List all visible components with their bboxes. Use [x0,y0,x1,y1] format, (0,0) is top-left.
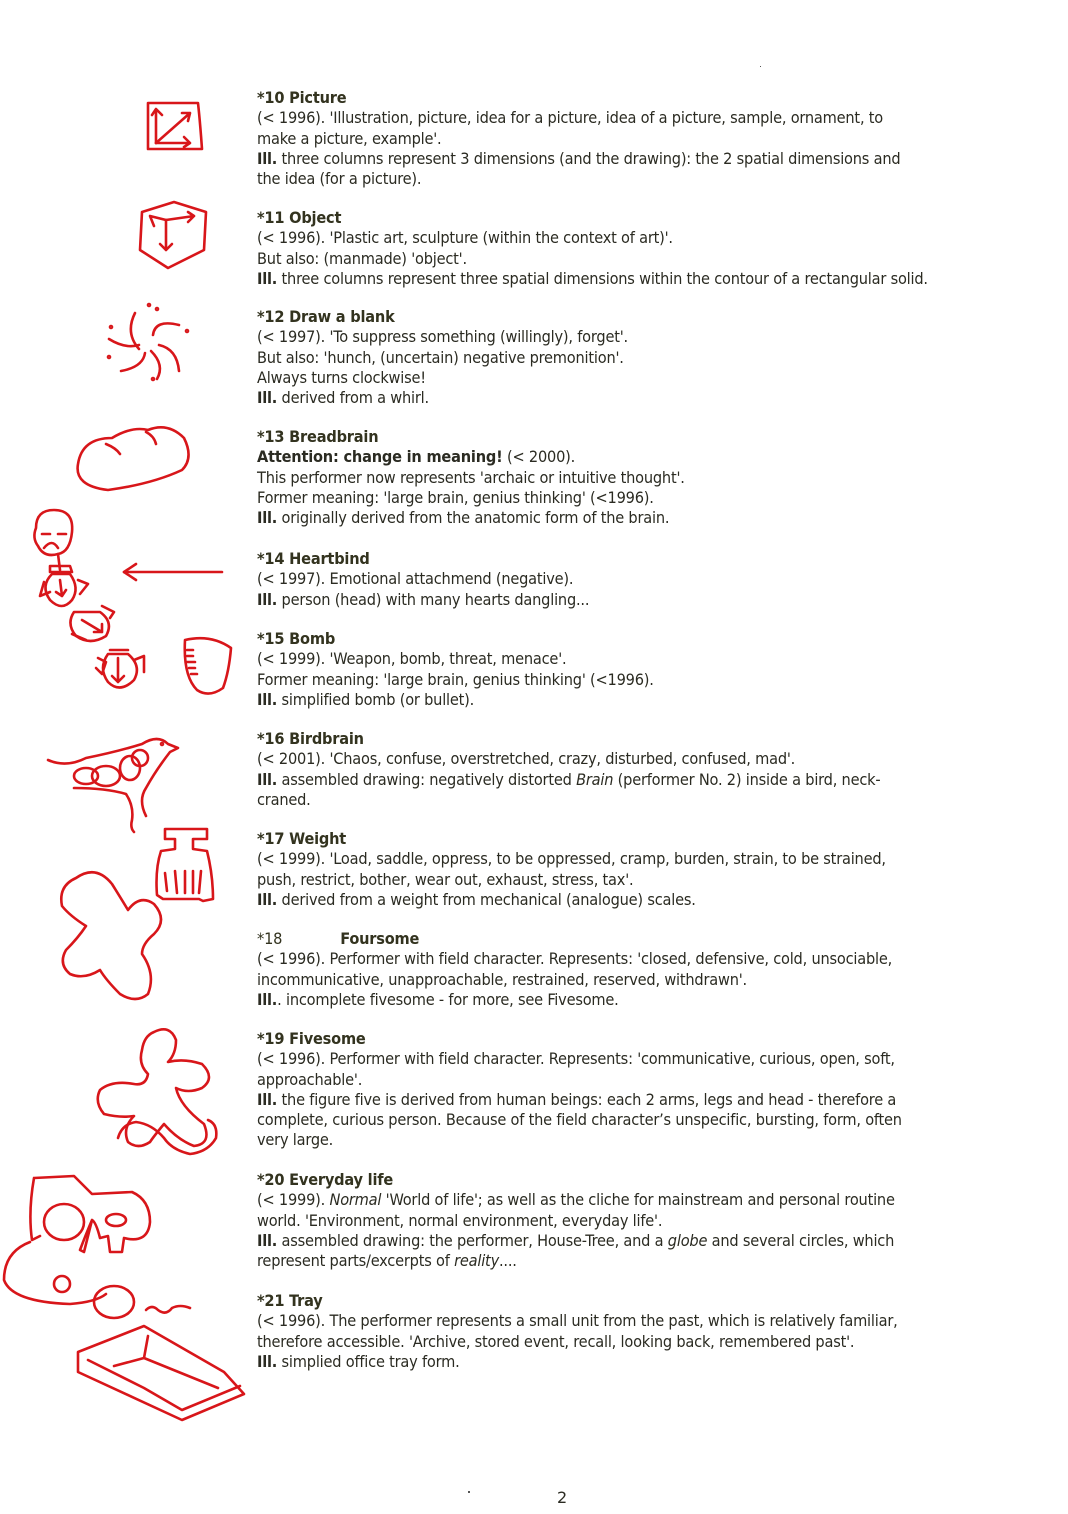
ill-text: . incomplete fivesome - for more, see Fivesome. [277,989,619,1009]
entry-title: Breadbrain [289,427,379,446]
ill-text: complete, curious person. Because of the field character’s unspecific, bursting, form, often [257,1110,902,1130]
entry-text: (< 2001). 'Chaos, confuse, overstretched, crazy, disturbed, confused, mad'. [257,749,796,769]
entry-title: Bomb [289,629,336,648]
entry-breadbrain: *13 Breadbrain Attention: change in meaning! (< 2000). This performer now represents 'archaic or intuitive thought'. Former meaning: 'large brain, genius thinking' (<1996). Ill. originally derived from the anatomic form of the brain. [257,427,1057,528]
entry-number: *19 [257,1029,285,1048]
entry-text: (< 1996). Performer with field character. Represents: 'communicative, curious, open, soft, [257,1049,895,1069]
fivesome-icon-lower [112,1118,222,1170]
entry-text: (< 1997). Emotional attachmend (negative). [257,569,574,589]
page-number: 2 [557,1488,568,1507]
entry-text: approachable'. [257,1069,363,1089]
entry-title: Tray [289,1291,323,1310]
ill-label: Ill. [257,589,278,609]
entry-text: (< 1997). 'To suppress something (willingly), forget'. [257,327,628,347]
entry-text: (< 1999). 'Load, saddle, oppress, to be oppressed, cramp, burden, strain, to be strained, [257,849,886,869]
breadbrain-icon [72,424,194,500]
everyday-life-icon [0,1152,200,1306]
entry-text: This performer now represents 'archaic or intuitive thought'. [257,467,685,487]
entry-title: Fivesome [289,1029,366,1048]
entry-bomb [257,629,1057,710]
ill-text: originally derived from the anatomic form of the brain. [277,508,670,528]
ill-text: the figure five is derived from human beings: each 2 arms, legs and head - therefore a [277,1089,897,1109]
ill-text: three columns represent 3 dimensions (and the drawing): the 2 spatial dimensions and [277,148,901,168]
entry-text: Always turns clockwise! [257,367,426,387]
ill-text: person (head) with many hearts dangling... [277,589,590,609]
entry-number: *11 [257,208,285,227]
ill-label: Ill. [257,889,278,909]
italic-term: globe [667,1230,708,1250]
ill-label: Ill. [257,148,278,168]
ill-label: Ill. [257,1089,278,1109]
entry-heartbind [257,549,1057,610]
object-cube-icon [136,200,212,274]
ill-label: Ill. [257,508,278,528]
italic-term: Brain [576,769,614,789]
entry-picture [257,88,1057,189]
scan-speck [468,1491,470,1493]
ill-label: Ill. [257,989,278,1009]
italic-term: Normal [329,1190,382,1210]
ill-text: craned. [257,789,311,809]
entry-text: world. 'Environment, normal environment, everyday life'. [257,1210,663,1230]
tray-icon [74,1322,246,1426]
entry-number: *15 [257,629,285,648]
entry-text: therefore accessible. 'Archive, stored event, recall, looking back, remembered past'. [257,1331,855,1351]
entry-title: Object [289,208,342,227]
entry-number: *14 [257,549,285,568]
bomb-icon [181,636,235,702]
entry-number: *13 [257,427,285,446]
ill-text: simplied office tray form. [277,1351,460,1371]
ill-text: three columns represent three spatial dimensions within the contour of a rectangular solid. [277,268,928,288]
entry-text: Former meaning: 'large brain, genius thinking' (<1996). [257,669,654,689]
ill-text: the idea (for a picture). [257,169,422,189]
entry-text: make a picture, example'. [257,128,442,148]
ill-label: Ill. [257,689,278,709]
entry-title: Draw a blank [289,307,395,326]
entry-text: Former meaning: 'large brain, genius thinking' (<1996). [257,487,654,507]
entry-text: (< 1996). 'Plastic art, sculpture (within the context of art)'. [257,228,673,248]
ill-label: Ill. [257,1351,278,1371]
entry-number: *12 [257,307,285,326]
entry-text: push, restrict, bother, wear out, exhaust, stress, tax'. [257,869,634,889]
entry-text: (< 1996). The performer represents a small unit from the past, which is relatively familiar, [257,1311,898,1331]
entry-text: incommunicative, unapproachable, restrained, reserved, withdrawn'. [257,969,747,989]
entry-number: *20 [257,1170,285,1189]
picture-icon [146,101,206,159]
entry-text: But also: (manmade) 'object'. [257,248,467,268]
entry-foursome [257,929,1057,1010]
entry-number: *18 [257,929,283,948]
whirl-icon [103,297,199,387]
entry-text: (< 1999). 'Weapon, bomb, threat, menace'. [257,649,567,669]
entry-everyday-life: *20 Everyday life (< 1999). Normal 'World of life'; as well as the cliche for mainstream and personal routine world. 'Environment, normal environment, everyday life'. Ill. assembled drawing: the performer, House-Tree, and a globe and several circles, which represent parts/excerpts of reality.... [257,1170,1057,1271]
entry-title: Foursome [340,929,420,948]
scan-speck [760,66,761,67]
heartbind-icon [30,508,158,710]
entry-title: Picture [289,88,347,107]
italic-term: reality [454,1251,499,1271]
entry-title: Birdbrain [289,729,364,748]
entry-tray [257,1291,1057,1372]
ill-label: Ill. [257,1230,278,1250]
entry-number: *10 [257,88,285,107]
entry-text: (< 1996). 'Illustration, picture, idea for a picture, idea of a picture, sample, ornament, to [257,108,884,128]
attention-note: Attention: change in meaning! [257,447,503,467]
entry-number: *21 [257,1291,285,1310]
ill-label: Ill. [257,769,278,789]
ill-text: simplified bomb (or bullet). [277,689,475,709]
ill-label: Ill. [257,388,278,408]
ill-label: Ill. [257,268,278,288]
entry-title: Everyday life [289,1170,394,1189]
entry-text: But also: 'hunch, (uncertain) negative premonition'. [257,347,624,367]
entry-draw-a-blank [257,307,1057,408]
ill-text: derived from a whirl. [277,388,429,408]
entry-fivesome [257,1029,1057,1151]
entry-title: Heartbind [289,549,370,568]
ill-text: derived from a weight from mechanical (analogue) scales. [277,889,696,909]
entry-weight [257,829,1057,910]
ill-text: very large. [257,1130,334,1150]
entry-birdbrain: *16 Birdbrain (< 2001). 'Chaos, confuse, overstretched, crazy, disturbed, confused, mad'. Ill. assembled drawing: negatively distorted Brain (performer No. 2) inside a bird, neck- craned. [257,729,1057,810]
entry-number: *17 [257,829,285,848]
entry-title: Weight [289,829,347,848]
entry-number: *16 [257,729,285,748]
arrow-left-icon [120,560,226,588]
foursome-icon [56,870,168,1008]
entry-text: (< 1996). Performer with field character. Represents: 'closed, defensive, cold, unsociable, [257,949,893,969]
entry-object [257,208,1057,289]
